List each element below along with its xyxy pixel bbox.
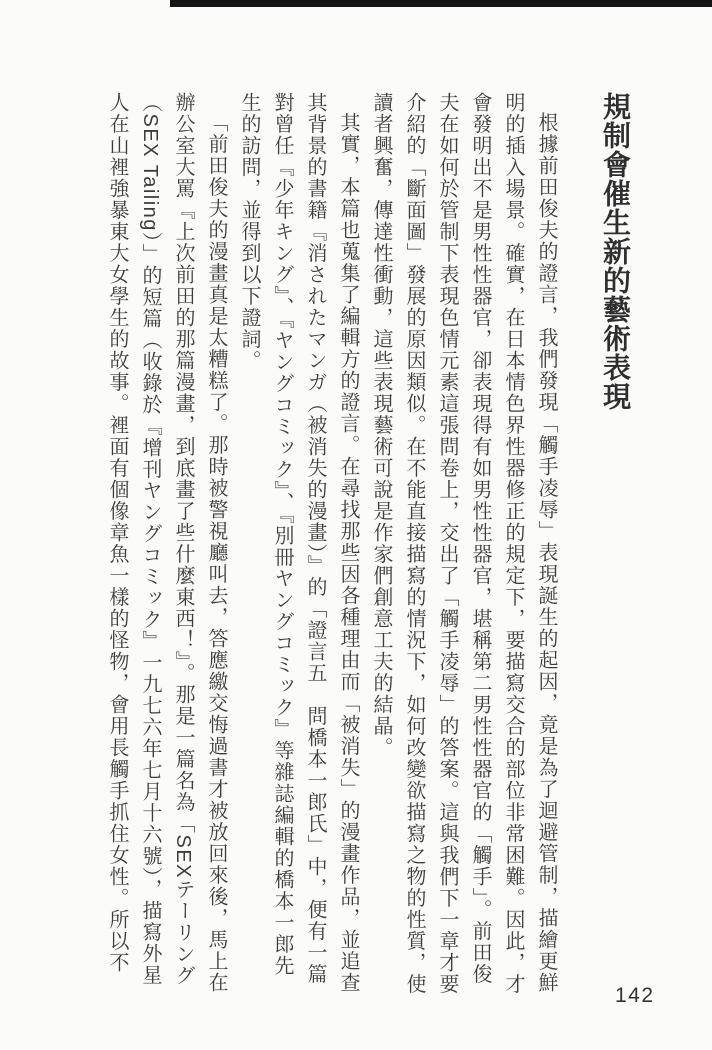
scan-edge-artifact [170,0,712,7]
paragraph-1: 根據前田俊夫的證言，我們發現「觸手凌辱」表現誕生的起因，竟是為了迴避管制，描繪更鮮明的插入場景。確實，在日本情色界性器修正的規定下，要描寫交合的部位非常困難。因此，才會發明出不是男性性器官，卻表現得有如男性性器官，堪稱第二男性性器官的「觸手」。前田俊夫在如何於管制下表現色情元素這張問卷上，交出了「觸手凌辱」的答案。這與我們下一章才要介紹的「斷面圖」發展的原因類似。在不能直接描寫的情況下，如何改變欲描寫之物的性質，使讀者興奮，傳達性衝動，這些表現藝術可說是作家們創意工夫的結晶。 [370,92,557,995]
section-title: 規制會催生新的藝術表現 [600,92,631,411]
article-text-block [100,92,638,997]
paragraph-3: 「前田俊夫的漫畫真是太糟糕了。那時被警視廳叫去，答應繳交悔過書才被放回來後，馬上在辦公室大罵『上次前田的那篇漫畫，到底畫了些什麼東西！』。那是一篇名為「SEXテーリング（SEX Tailing）」的短篇（收錄於『增刊ヤングコミック』一九七六年七月十六號），描寫外星人在山裡強暴東大女學生的故事。裡面有個像章魚一樣的怪物，會用長觸手抓住女性。所以不 [106,92,227,994]
page-number: 142 [615,984,655,1007]
paragraph-2: 其實，本篇也蒐集了編輯方的證言。在尋找那些因各種理由而「被消失」的漫畫作品，並追查其背景的書籍『消されたマンガ（被消失的漫畫）』的「證言五 問橋本一郎氏」中，便有一篇對曾任『少年キング』、『ヤングコミック』、『別冊ヤングコミック』等雜誌編輯的橋本一郎先生的訪問，並得到以下證詞。 [238,92,359,994]
